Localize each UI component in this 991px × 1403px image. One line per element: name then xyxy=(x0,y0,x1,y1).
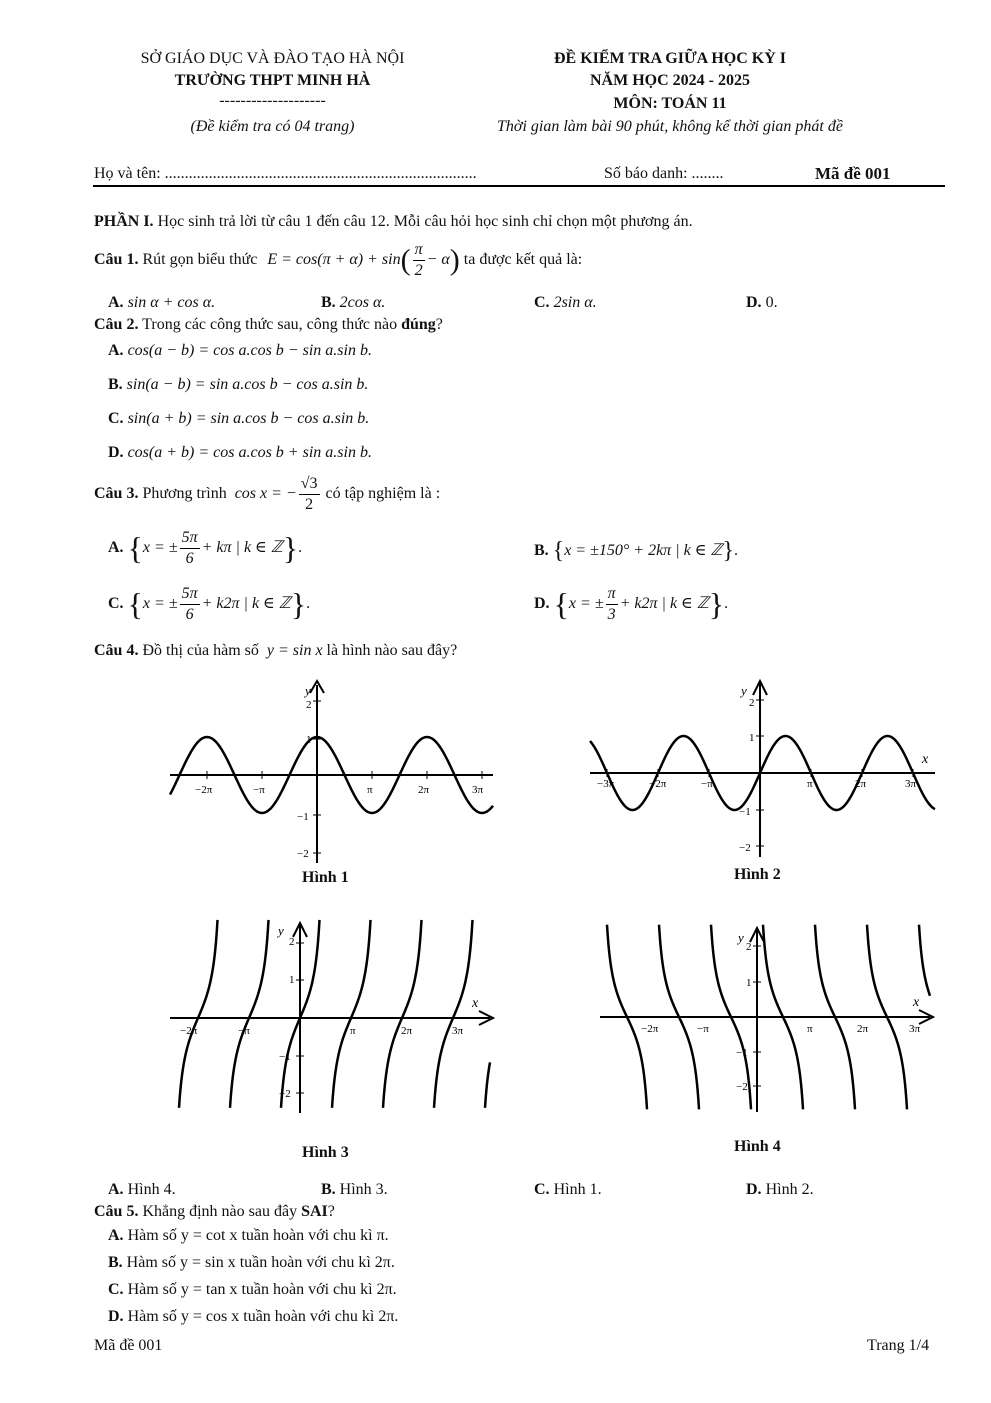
q4-option-b[interactable]: B. Hình 3. xyxy=(321,1181,388,1198)
subject: MÔN: TOÁN 11 xyxy=(613,95,727,112)
tick-label: π xyxy=(807,1023,813,1035)
question-text: có tập nghiệm là : xyxy=(325,485,441,503)
tick-label: −π xyxy=(238,1025,250,1037)
fraction: $\frac{√3}{2}$ xyxy=(300,475,318,513)
question-text: Đồ thị của hàm số xyxy=(142,642,259,659)
graph-3 xyxy=(165,915,500,1115)
q5-option-c[interactable]: C. Hàm số y = tan x tuần hoàn với chu kì 2π. xyxy=(108,1281,397,1298)
pages-note: (Đề kiểm tra có 04 trang) xyxy=(190,118,355,135)
tick-label: 2π xyxy=(857,1023,869,1035)
curve-branch xyxy=(179,920,218,1108)
figure-2-caption: Hình 2 xyxy=(734,866,781,883)
q1-option-a[interactable]: A. sin α + cos α. xyxy=(108,294,216,311)
tick-label: 1 xyxy=(306,734,312,746)
tick-label: 2π xyxy=(418,784,430,796)
tick-label: 1 xyxy=(289,974,295,986)
tick-label: −2 xyxy=(739,842,751,854)
tick-label: 1 xyxy=(749,732,755,744)
question-2: Câu 2. Trong các công thức sau, công thức nào đúng? xyxy=(94,316,443,333)
tick-label: 2π xyxy=(855,778,867,790)
paren-left: ( xyxy=(400,243,411,277)
tick-label: 3π xyxy=(452,1025,464,1037)
footer-page-number: Trang 1/4 xyxy=(867,1337,930,1354)
graph-4 xyxy=(595,920,940,1115)
y-label: y xyxy=(305,683,311,698)
tick-label: −2 xyxy=(297,848,309,860)
tick-label: 2 xyxy=(749,697,755,709)
question-1 xyxy=(94,242,582,279)
q4-option-d[interactable]: D. Hình 2. xyxy=(746,1181,814,1198)
question-text: Phương trình xyxy=(142,485,227,503)
tick-label: −2π xyxy=(195,784,213,796)
tick-label: −π xyxy=(701,778,713,790)
part1-instructions xyxy=(94,213,693,231)
figure-1-caption: Hình 1 xyxy=(302,869,349,886)
curve-branch xyxy=(434,920,473,1108)
q1-option-c[interactable]: C. 2sin α. xyxy=(534,294,597,311)
curve-branch xyxy=(230,920,269,1108)
tick-label: 2π xyxy=(401,1025,413,1037)
emphasis: đúng xyxy=(401,316,436,333)
question-label: Câu 4. xyxy=(94,642,139,659)
q5-option-a[interactable]: A. Hàm số y = cot x tuần hoàn với chu kì π. xyxy=(108,1227,389,1244)
student-id-field: Số báo danh: ........ xyxy=(604,165,724,182)
question-text: Khẳng định nào sau đây xyxy=(142,1203,298,1220)
department-name: SỞ GIÁO DỤC VÀ ĐÀO TẠO HÀ NỘI xyxy=(140,50,405,67)
exam-code: Mã đề 001 xyxy=(815,164,891,183)
math-expression: cos x = − xyxy=(234,485,297,503)
y-label: y xyxy=(278,923,284,938)
header-rule xyxy=(93,185,945,187)
school-year: NĂM HỌC 2024 - 2025 xyxy=(590,72,750,89)
curve-branch xyxy=(383,920,422,1108)
question-label: Câu 1. xyxy=(94,251,139,269)
tick-label: 2 xyxy=(289,936,295,948)
tick-label: −1 xyxy=(739,806,751,818)
x-label: x xyxy=(913,995,920,1010)
y-label: y xyxy=(741,683,747,698)
question-5: Câu 5. Khẳng định nào sau đây SAI? xyxy=(94,1203,335,1220)
paren-right: ) xyxy=(449,243,460,277)
question-label: Câu 5. xyxy=(94,1203,139,1220)
emphasis: SAI xyxy=(301,1203,328,1220)
tick-label: −π xyxy=(697,1023,709,1035)
x-label: x xyxy=(922,752,929,767)
tick-label: 3π xyxy=(909,1023,921,1035)
tick-label: −2 xyxy=(736,1081,748,1093)
graph-2 xyxy=(585,675,940,860)
question-text: Rút gọn biểu thức xyxy=(142,251,258,269)
q1-option-d[interactable]: D. 0. xyxy=(746,294,778,311)
part1-title: PHẦN I. xyxy=(94,213,154,230)
part1-text: Học sinh trả lời từ câu 1 đến câu 12. Mỗi câu hỏi học sinh chỉ chọn một phương án. xyxy=(157,213,693,230)
q2-option-c[interactable]: C. sin(a + b) = sin a.cos b − cos a.sin b. xyxy=(108,410,370,427)
question-label: Câu 2. xyxy=(94,316,139,333)
question-text: Trong các công thức sau, công thức nào xyxy=(142,316,398,333)
math-expression: − α xyxy=(426,251,450,269)
header-divider: -------------------- xyxy=(219,92,326,109)
x-label: x xyxy=(472,996,479,1011)
figure-4-caption: Hình 4 xyxy=(734,1138,781,1155)
tick-label: −3π xyxy=(597,778,615,790)
footer-exam-code: Mã đề 001 xyxy=(94,1337,163,1354)
q5-option-b[interactable]: B. Hàm số y = sin x tuần hoàn với chu kì 2π. xyxy=(108,1254,395,1271)
question-3 xyxy=(94,476,440,513)
tick-label: π xyxy=(367,784,373,796)
tick-label: −2π xyxy=(641,1023,659,1035)
tick-label: π xyxy=(807,778,813,790)
time-note: Thời gian làm bài 90 phút, không kể thời gian phát đề xyxy=(497,118,843,135)
q2-option-a[interactable]: A. cos(a − b) = cos a.cos b − sin a.sin b. xyxy=(108,342,372,359)
q1-option-b[interactable]: B. 2cos α. xyxy=(321,294,386,311)
figure-3-caption: Hình 3 xyxy=(302,1144,349,1161)
q4-option-c[interactable]: C. Hình 1. xyxy=(534,1181,602,1198)
q3-option-d[interactable]: D. {x = ± $\frac{\pi}{3}$ + k2π | k ∈ ℤ}. xyxy=(534,585,729,623)
q3-option-b[interactable]: B. {x = ±150° + 2kπ | k ∈ ℤ}. xyxy=(534,538,738,564)
y-label: y xyxy=(738,930,744,945)
tick-label: π xyxy=(350,1025,356,1037)
school-name: TRƯỜNG THPT MINH HÀ xyxy=(174,72,371,89)
fraction: $\frac{\pi}{2}$ xyxy=(414,241,423,279)
tick-label: −2 xyxy=(279,1088,291,1100)
tick-label: 3π xyxy=(472,784,484,796)
tick-label: −1 xyxy=(279,1051,291,1063)
math-expression: y = sin x xyxy=(266,642,323,659)
question-label: Câu 3. xyxy=(94,485,139,503)
curves xyxy=(179,920,490,1108)
math-expression: E = cos(π + α) + sin xyxy=(267,251,401,269)
tick-label: −2π xyxy=(649,778,667,790)
curve-branch xyxy=(332,920,371,1108)
tick-label: 1 xyxy=(746,977,752,989)
q4-option-a[interactable]: A. Hình 4. xyxy=(108,1181,176,1198)
exam-title: ĐỀ KIỂM TRA GIỮA HỌC KỲ I xyxy=(553,50,787,67)
question-text: ta được kết quả là: xyxy=(463,251,583,269)
q2-option-b[interactable]: B. sin(a − b) = sin a.cos b − cos a.sin b. xyxy=(108,376,369,393)
curve-branch xyxy=(919,925,930,996)
question-text: là hình nào sau đây? xyxy=(326,642,458,659)
q3-option-c[interactable]: C. {x = ± $\frac{5\pi}{6}$ + k2π | k ∈ ℤ}. xyxy=(108,585,311,623)
tick-label: −1 xyxy=(736,1047,748,1059)
graph-1 xyxy=(165,675,500,870)
tick-label: −2π xyxy=(180,1025,198,1037)
q5-option-d[interactable]: D. Hàm số y = cos x tuần hoàn với chu kì 2π. xyxy=(108,1308,399,1325)
tick-label: 3π xyxy=(905,778,917,790)
tick-label: −π xyxy=(253,784,265,796)
student-name-field: Họ và tên: .............................................................................. xyxy=(94,165,477,182)
tick-label: −1 xyxy=(297,811,309,823)
q2-option-d[interactable]: D. cos(a + b) = cos a.cos b + sin a.sin b. xyxy=(108,444,372,461)
tick-label: 2 xyxy=(746,941,752,953)
question-4 xyxy=(94,642,457,660)
tick-label: 2 xyxy=(306,699,312,711)
curve-branch xyxy=(485,1062,490,1107)
q3-option-a[interactable]: A. {x = ± $\frac{5\pi}{6}$ + kπ | k ∈ ℤ}. xyxy=(108,529,303,567)
